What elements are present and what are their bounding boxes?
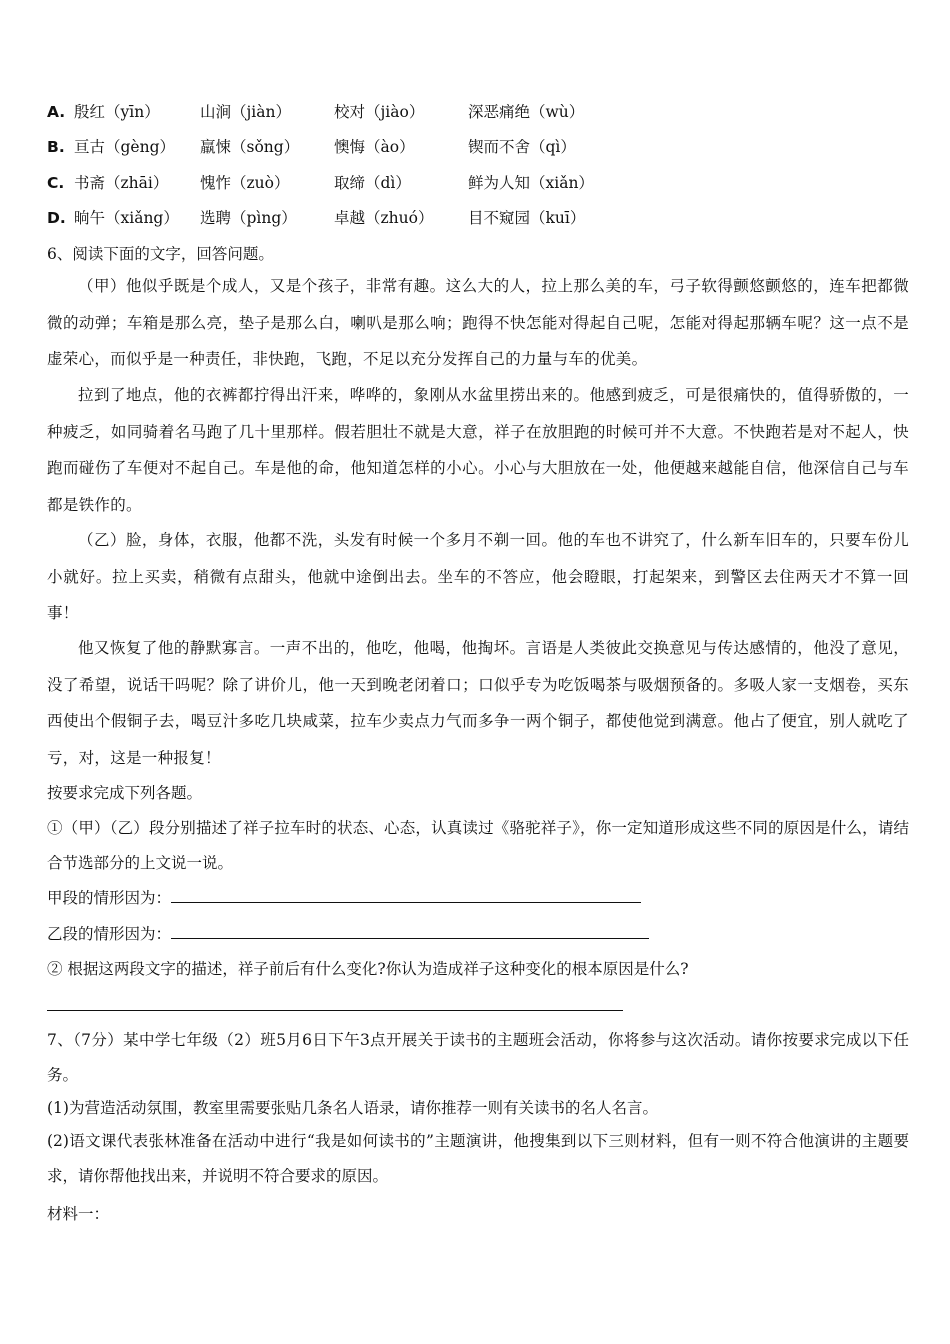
option-item: 卓越（zhuó） bbox=[334, 209, 434, 227]
passage-jia-paragraph-1: （甲）他似乎既是个成人，又是个孩子，非常有趣。这么大的人，拉上那么美的车，弓子软得颤悠颤悠的，连车把都微微的动弹；车箱是那么亮，垫子是那么白，喇叭是那么响；跑得不快怎能对得起自己呢，怎能对得起那辆车呢？这一点不是虚荣心，而似乎是一种责任，非快跑，飞跑，不足以充分发挥自己的力量与车的优美。 bbox=[47, 277, 909, 369]
answer-blank-sub2[interactable] bbox=[47, 1010, 623, 1011]
instruction-text: 按要求完成下列各题。 bbox=[47, 784, 203, 802]
question-7-sub-1: (1)为营造活动氛围，教室里需要张贴几条名人语录，请你推荐一则有关读书的名人名言。 bbox=[47, 1099, 658, 1117]
option-item: 愧怍（zuò） bbox=[200, 174, 290, 192]
option-item: 书斋（zhāi） bbox=[74, 174, 169, 192]
option-item: 深恶痛绝（wù） bbox=[468, 103, 585, 121]
option-item: 羸悚（sǒng） bbox=[200, 138, 300, 156]
question-6-title: 6、阅读下面的文字，回答问题。 bbox=[47, 245, 274, 263]
option-letter: C. bbox=[47, 174, 65, 192]
option-item: 山涧（jiàn） bbox=[200, 103, 291, 121]
answer-label-jia: 甲段的情形因为： bbox=[47, 889, 172, 907]
question-7-sub-2: (2)语文课代表张林准备在活动中进行“我是如何读书的”主题演讲，他搜集到以下三则材料，但有一则不符合他演讲的主题要求，请你帮他找出来，并说明不符合要求的原因。 bbox=[47, 1132, 909, 1185]
passage-jia-paragraph-2: 拉到了地点，他的衣裤都拧得出汗来，哗哗的，象刚从水盆里捞出来的。他感到疲乏，可是很痛快的，值得骄傲的，一种疲乏，如同骑着名马跑了几十里那样。假若胆壮不就是大意，祥子在放胆跑的时候可并不大意。不快跑若是对不起人，快跑而碰伤了车便对不起自己。车是他的命，他知道怎样的小心。小心与大胆放在一处，他便越来越能自信，他深信自己与车都是铁作的。 bbox=[47, 386, 909, 515]
passage-yi-paragraph-2: 他又恢复了他的静默寡言。一声不出的，他吃，他喝，他掏坏。言语是人类彼此交换意见与传达感情的，他没了意见，没了希望，说话干吗呢？除了讲价儿，他一天到晚老闭着口；口似乎专为吃饭喝茶与吸烟预备的。多吸人家一支烟卷，买东西使出个假铜子去，喝豆汁多吃几块咸菜，拉车少卖点力气而多争一两个铜子，都使他觉到满意。他占了便宜，别人就吃了亏，对，这是一种报复！ bbox=[47, 639, 909, 768]
option-item: 取缔（dì） bbox=[334, 174, 411, 192]
answer-blank-jia[interactable] bbox=[171, 888, 641, 903]
answer-blank-yi[interactable] bbox=[171, 924, 649, 939]
option-letter: B. bbox=[47, 138, 65, 156]
answer-row-yi bbox=[47, 922, 907, 946]
option-item: 锲而不舍（qì） bbox=[468, 138, 576, 156]
option-letter: A. bbox=[47, 103, 66, 121]
sub-question-1: ①（甲）（乙）段分别描述了祥子拉车时的状态、心态，认真读过《骆驼祥子》，你一定知道形成这些不同的原因是什么，请结合节选部分的上文说一说。 bbox=[47, 819, 909, 872]
option-item: 选聘（pìng） bbox=[200, 209, 297, 227]
material-1-label: 材料一： bbox=[47, 1205, 110, 1223]
answer-row-jia bbox=[47, 886, 907, 910]
passage-yi-paragraph-1: （乙）脸，身体，衣服，他都不洗，头发有时候一个多月不剃一回。他的车也不讲究了，什么新车旧车的，只要车份儿小就好。拉上买卖，稍微有点甜头，他就中途倒出去。坐车的不答应，他会瞪眼，打起架来，到警区去住两天才不算一回事！ bbox=[47, 531, 909, 623]
question-7-title: 7、（7分）某中学七年级（2）班5月6日下午3点开展关于读书的主题班会活动，你将参与这次活动。请你按要求完成以下任务。 bbox=[47, 1031, 909, 1084]
option-item: 鲜为人知（xiǎn） bbox=[468, 174, 594, 192]
option-item: 殷红（yīn） bbox=[74, 103, 160, 121]
option-item: 目不窥园（kuī） bbox=[468, 209, 586, 227]
answer-label-yi: 乙段的情形因为： bbox=[47, 925, 172, 943]
option-item: 晌午（xiǎng） bbox=[74, 209, 179, 227]
option-item: 懊悔（ào） bbox=[334, 138, 415, 156]
option-letter: D. bbox=[47, 209, 66, 227]
option-item: 亘古（gèng） bbox=[74, 138, 176, 156]
option-item: 校对（jiào） bbox=[334, 103, 425, 121]
sub-question-2: ② 根据这两段文字的描述，祥子前后有什么变化?你认为造成祥子这种变化的根本原因是什么? bbox=[47, 960, 689, 978]
